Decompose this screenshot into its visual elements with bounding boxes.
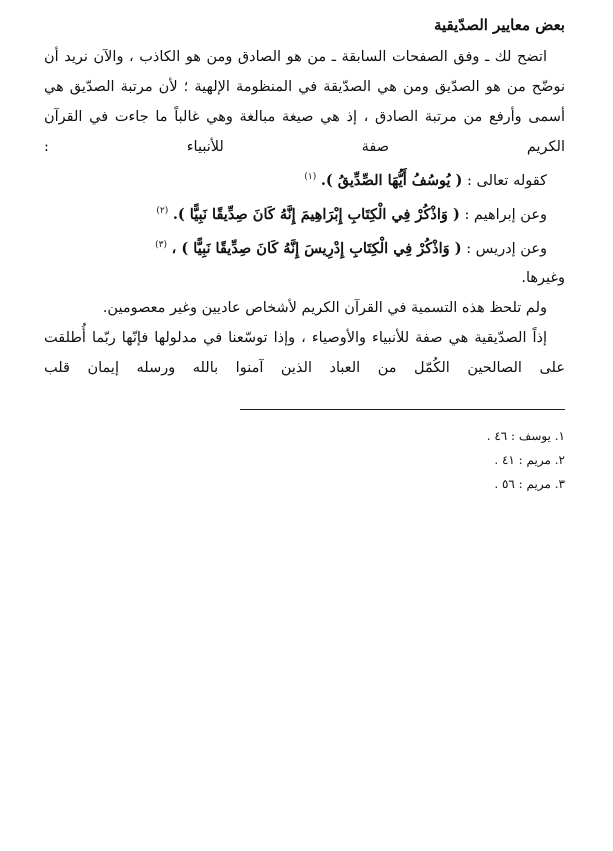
paragraph-intro: اتضح لك ـ وفق الصفحات السابقة ـ من هو الصادق ومن هو الكاذب ، والآن نريد أن نوضّح من هو الصدّيق ومن هي الصدّيقة في المنظومة الإلهية ؛ لأن مرتبة الصدّيق هي أسمى وأرفع من مرتبة الصادق ، إذ هي صيغة مبالغة وهي غالباً ما جاءت في القرآن الكريم صفة للأنبياء : [44,49,565,155]
paragraph-observation: ولم تلحظ هذه التسمية في القرآن الكريم لأشخاص عاديين وغير معصومين. [102,300,547,317]
footnote-ref-1[interactable]: (١) [304,172,317,182]
example-yusuf-intro: كقوله تعالى : [467,172,547,189]
example-yusuf [44,162,565,196]
example-yusuf-quote: ( يُوسُفُ أَيُّهَا الصِّدِّيقُ ). [320,171,463,189]
main-content [44,14,565,383]
example-idris-intro: وعن إدريس : [466,240,547,257]
example-ibrahim [44,196,565,230]
footnote-2: ٢. مريم : ٤١ . [494,453,565,467]
footnote-ref-3[interactable]: (٣) [155,239,168,250]
example-ibrahim-intro: وعن إبراهيم : [464,206,547,223]
section-heading: بعض معايير الصدّيقية [433,16,565,34]
footnotes [44,424,565,496]
example-tail: وغيرها. [521,270,565,287]
example-idris [44,230,565,264]
footnote-ref-2[interactable]: (٢) [156,205,169,216]
paragraph-conclusion: إذاً الصدّيقية هي صفة للأنبياء والأوصياء ، وإذا توسّعنا في مدلولها فإنّها ربّما أُطلقت على الصالحين الكُمّل من العباد الذين آمنوا بالله ورسله إيمان قلب [44,330,565,377]
footnote-divider [240,409,565,410]
example-idris-quote: ( وَاذْكُرْ فِي الْكِتَابِ إِدْرِيسَ إِنَّهُ كَانَ صِدِّيقًا نَبِيًّا ) ، [171,239,462,257]
footnote-3: ٣. مريم : ٥٦ . [494,477,565,491]
example-ibrahim-quote: ( وَاذْكُرْ فِي الْكِتَابِ إِبْرَاهِيمَ إِنَّهُ كَانَ صِدِّيقًا نَبِيًّا ). [172,205,460,223]
footnote-1: ١. يوسف : ٤٦ . [486,429,565,443]
